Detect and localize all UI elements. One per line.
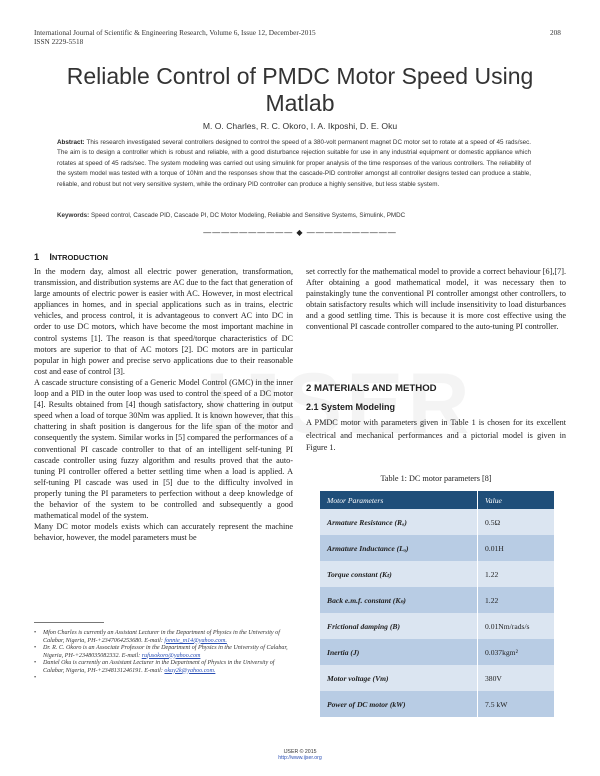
param-cell: Inertia (J): [320, 639, 478, 665]
separator: —————————— ◆ ——————————: [203, 228, 397, 237]
keywords-text: Speed control, Cascade PID, Cascade PI, DC Motor Modeling, Reliable and Sensitive Systems, Simulink, PMDC: [90, 212, 406, 219]
table-row: [320, 509, 555, 535]
footnote-text: Daniel Oku is currently an Assistant Lecturer in the Department of Physics in the University of Calabar, Nigeria, PH-+2348131246191. E-mail:: [43, 660, 275, 674]
paper-title-text: Reliable Control of PMDC Motor Speed Using Matlab: [66, 63, 534, 116]
table-header-cell: Motor Parameters: [320, 491, 478, 509]
table-row: [320, 561, 555, 587]
section-2-heading: 2 MATERIALS AND METHOD: [306, 383, 437, 394]
keywords: [57, 212, 531, 219]
value-cell: 380V: [478, 665, 555, 691]
footer-url-link[interactable]: http://www.ijser.org: [278, 755, 322, 761]
keywords-label: Keywords:: [57, 212, 90, 219]
param-cell: Armature Inductance (Lₐ): [320, 535, 478, 561]
authors: M. O. Charles, R. C. Okoro, I. A. Ikposhi, D. E. Oku: [202, 121, 398, 131]
table-row: [320, 691, 555, 717]
table-row: [320, 587, 555, 613]
section-1-heading: [34, 252, 108, 262]
table-row: [320, 613, 555, 639]
table-row: [320, 535, 555, 561]
page-footer: [0, 749, 600, 761]
value-cell: 0.01H: [478, 535, 555, 561]
footnote-bullet: •: [34, 630, 37, 636]
table-row: [320, 665, 555, 691]
journal-title: International Journal of Scientific & Engineering Research, Volume 6, Issue 12, December-2015: [34, 28, 316, 37]
footnotes: [34, 630, 292, 681]
abstract-text: This research investigated several controllers designed to control the speed of a 380-volt permanent magnet DC motor set to rotate at a speed of 45 rads/sec. The aim is to design a controller which is robust and reliable, with a good disturbance rejection suitable for use in any industrial equipment or domestic appliance which rotates at speed of 45 rads/sec. The system modeling was carried out using simulink for proper analysis of the time responses of the various controllers. The reliability of the system model was tested with a torque of 10Nm and the responses show that the cascade-PID controller amongst all controller designs tested can produce a stable, reliable, and robust but not very sensitive system, while the ordinary PID controller can produce a highly sensitive, but less stable system.: [57, 139, 532, 188]
footnote-divider: [34, 622, 104, 623]
table-caption: Table 1: DC motor parameters [8]: [380, 474, 492, 483]
table-header-cell: Value: [478, 491, 555, 509]
footnote-item: [34, 630, 292, 645]
page-number: 208: [550, 28, 561, 37]
footnote-email-link[interactable]: okuy2k@yahoo.com.: [164, 667, 216, 674]
param-cell: Torque constant (Kₜ): [320, 561, 478, 587]
section-1-number: 1: [34, 252, 40, 262]
intro-continued-paragraph: set correctly for the mathematical model to provide a correct behaviour [6],[7]. After obtaining a good mathematical model, it was necessary then to painstakingly tune the conventional PI controller amongst other controllers, to obtain satisfactory results which will include insensitivity to load disturbances and a good settling time. This is because it is more cost effective using the conventional PI cascade controller compared to the auto-tuning PI controller.: [306, 267, 566, 332]
abstract: [57, 138, 531, 190]
param-cell: Motor voltage (Vm): [320, 665, 478, 691]
value-cell: 0.037kgm²: [478, 639, 555, 665]
table-row: [320, 639, 555, 665]
intro-paragraph: A cascade structure consisting of a Generic Model Control (GMC) in the inner loop and a PID in the outer loop was used to control the speed of a DC motor [4]. Results obtained from [4] though satisfactory, show chattering in output speed when a load of torque 30Nm was applied. It is known however, that this chattering in shaft position is dangerous for the life span of the motor and consequently the system. Similar works in [5] compared the performances of a conventional PI cascade controller to that of an intelligent self-tuning PI cascade controller using fuzzy algorithm and results proved that the auto-tuning PI controller offered a better settling time when a load is applied. A self-tuning PI cascade was used in [5] due to the difficulty involved in properly tuning the PI parameters to perfection without a deep knowledge of the behavior of the system to be controlled and subsequently a good mathematical model of the system.: [34, 377, 293, 521]
table-header-row: [320, 491, 555, 509]
section-1-title-rest: NTRODUCTION: [51, 253, 109, 262]
value-cell: 0.01Nm/rads/s: [478, 613, 555, 639]
right-column-intro: [306, 266, 566, 333]
footnote-text: Mfon Charles is currently an Assistant Lecturer in the Department of Physics in the University of Calabar, Nigeria, PH-+2347064253680. E-mail:: [43, 630, 280, 644]
footnote-item: [34, 660, 292, 675]
motor-parameters-table: [320, 491, 555, 717]
footnote-text: Dr. R. C. Okoro is an Associate Professor in the Department of Physics in the University of Calabar, Nigeria, PH-+2348035082332. E-mail:: [43, 645, 288, 659]
subsection-2-1-heading: 2.1 System Modeling: [306, 402, 396, 412]
param-cell: Armature Resistance (Rₐ): [320, 509, 478, 535]
value-cell: 7.5 kW: [478, 691, 555, 717]
value-cell: 1.22: [478, 587, 555, 613]
param-cell: Frictional damping (B): [320, 613, 478, 639]
param-cell: Back e.m.f. constant (Kₙ): [320, 587, 478, 613]
footer-copyright: IJSER © 2015: [283, 749, 317, 755]
param-cell: Power of DC motor (kW): [320, 691, 478, 717]
section-1-title-initial: I: [49, 252, 52, 262]
footnote-bullet: •: [34, 660, 37, 666]
footnote-bullet: •: [34, 675, 37, 681]
section-2-paragraph: A PMDC motor with parameters given in Table 1 is chosen for its excellent electrical and mechanical performances and a pictorial model is given in Figure 1.: [306, 418, 566, 452]
value-cell: 1.22: [478, 561, 555, 587]
footnote-email-link[interactable]: rufusokoro@yahoo.com: [141, 652, 201, 659]
intro-paragraph: Many DC motor models exists which can accurately represent the machine behavior, however, the model parameters must be: [34, 522, 293, 543]
intro-paragraph: In the modern day, almost all electric power generation, transformation, transmission, and distribution systems are AC due to the fact that generation of large amounts of electric power is easier with AC. However, in most electrical appliances in homes, and in special applications such as in trains, electric vehicles, and process control, it is advantageous to convert AC into DC in order to use DC motors, which have become the most important machine in control systems [1]. The reason is that speed/torque characteristics of DC motors are superior to that of AC motors [2]. DC motors are in particular popular in high power and precise servo applications due to their reasonable cost and ease of control [3].: [34, 267, 293, 376]
issn: ISSN 2229-5518: [34, 37, 84, 46]
left-column: [34, 266, 293, 543]
paper-title: [0, 63, 600, 117]
abstract-label: Abstract:: [57, 139, 85, 146]
footnote-item: [34, 645, 292, 660]
footnote-bullet: •: [34, 645, 37, 651]
footnote-email-link[interactable]: fonnie_m14@yahoo.com.: [164, 637, 227, 644]
journal-header: [34, 28, 316, 46]
value-cell: 0.5Ω: [478, 509, 555, 535]
